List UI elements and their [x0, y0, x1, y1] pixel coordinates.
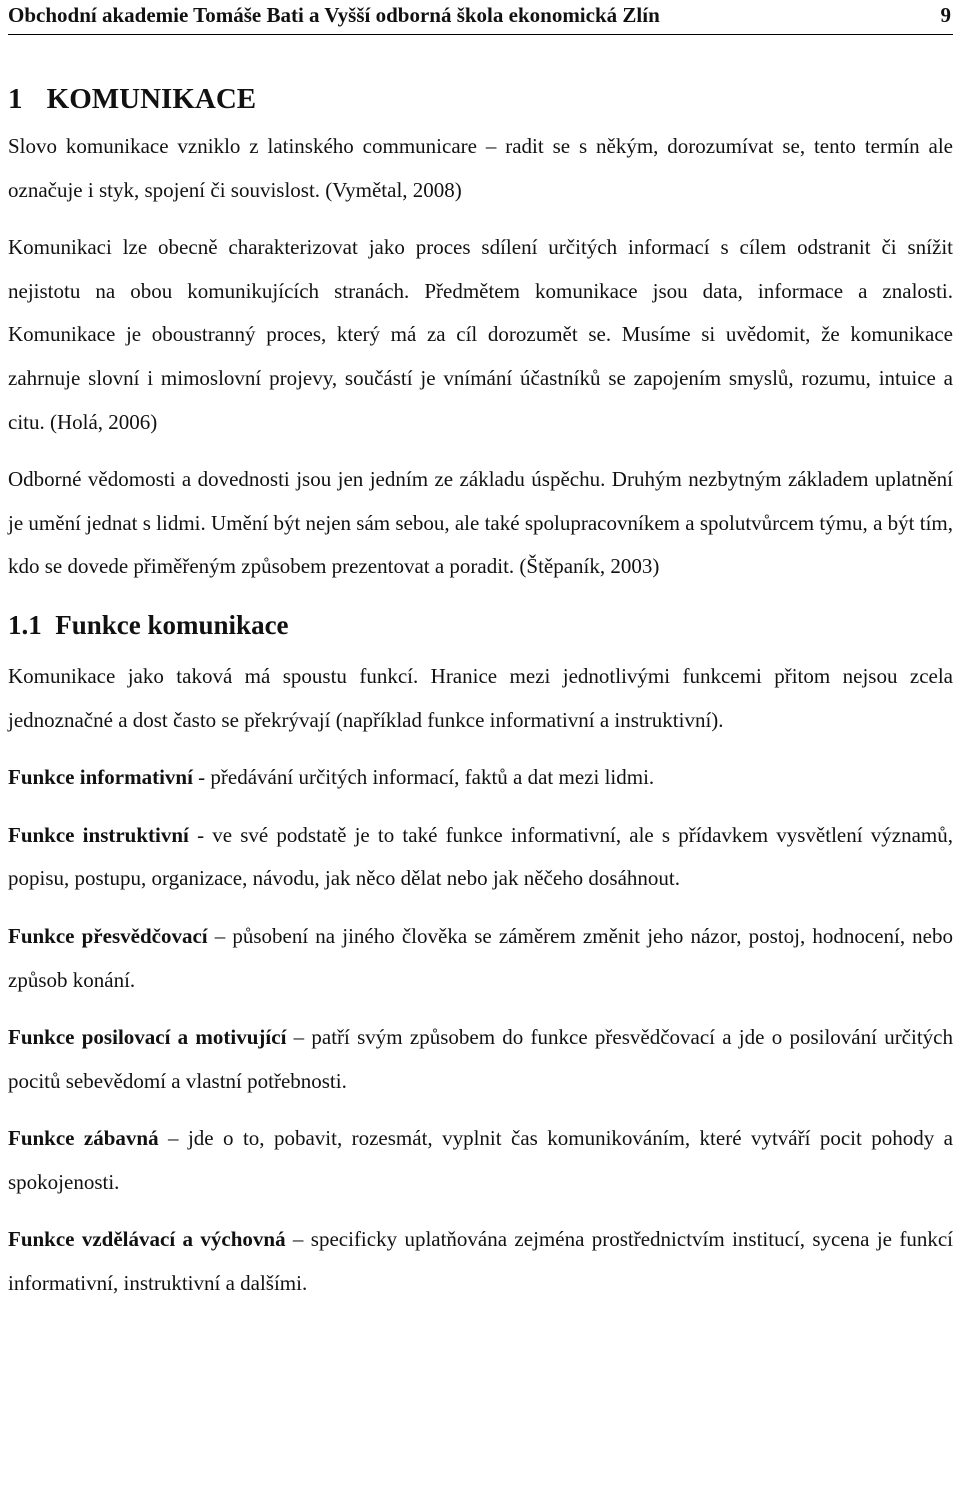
function-description: – jde o to, pobavit, rozesmát, vyplnit čas komunikováním, které vytváří pocit pohody a spokojenosti.	[8, 1126, 954, 1194]
section-number: 1.1	[8, 609, 42, 640]
function-paragraph	[8, 756, 953, 800]
function-description: – specificky uplatňována zejména prostřednictvím institucí, sycena je funkcí informativní, instruktivní a dalšími.	[8, 1227, 953, 1296]
function-paragraph	[8, 1218, 953, 1305]
intro-paragraph-2: Komunikaci lze obecně charakterizovat jako proces sdílení určitých informací s cílem odstranit či snížit nejistotu na obou komunikujících stranách. Předmětem komunikace jsou data, informace a znalosti. Komunikace je oboustranný proces, který má za cíl dorozumět se. Musíme si uvědomit, že komunikace zahrnuje slovní i mimoslovní projevy, součástí je vnímání účastníků se zapojením smyslů, rozumu, intuice a citu. (Holá, 2006)	[8, 235, 953, 434]
document-page	[8, 0, 953, 1306]
function-paragraph	[8, 915, 953, 1002]
header-page-number: 9	[940, 3, 951, 27]
function-term: Funkce posilovací a motivující	[8, 1025, 287, 1050]
page-header	[8, 0, 953, 35]
function-term: Funkce instruktivní	[8, 822, 189, 847]
function-description: - předávání určitých informací, faktů a dat mezi lidmi.	[192, 765, 655, 790]
chapter-title: KOMUNIKACE	[46, 83, 257, 115]
section-intro-paragraph: Komunikace jako taková má spoustu funkcí. Hranice mezi jednotlivými funkcemi přitom nejsou zcela jednoznačné a dost často se překrývají (například funkce informativní a instruktivní).	[8, 663, 953, 732]
chapter-number: 1	[8, 83, 23, 115]
function-term: Funkce informativní	[8, 765, 193, 790]
header-school-name: Obchodní akademie Tomáše Bati a Vyšší odborná škola ekonomická Zlín	[8, 3, 660, 27]
function-paragraph	[8, 1117, 953, 1204]
function-term: Funkce zábavná	[8, 1126, 159, 1151]
section-heading	[8, 607, 953, 643]
function-paragraph	[8, 1016, 953, 1103]
function-paragraph	[8, 814, 953, 901]
intro-paragraph-1: Slovo komunikace vzniklo z latinského communicare – radit se s někým, dorozumívat se, tento termín ale označuje i styk, spojení či souvislost. (Vymětal, 2008)	[8, 134, 953, 202]
function-description: – patří svým způsobem do funkce přesvědčovací a jde o posilování určitých pocitů sebevědomí a vlastní potřebnosti.	[8, 1025, 953, 1093]
function-description: – působení na jiného člověka se záměrem změnit jeho názor, postoj, hodnocení, nebo způsob konání.	[8, 923, 954, 992]
function-term: Funkce přesvědčovací	[8, 923, 208, 948]
function-term: Funkce vzdělávací a výchovná	[8, 1227, 286, 1252]
function-description: - ve své podstatě je to také funkce informativní, ale s přídavkem vysvětlení významů, popisu, postupu, organizace, návodu, jak něco dělat nebo jak něčeho dosáhnout.	[8, 822, 953, 891]
section-title: Funkce komunikace	[55, 609, 289, 640]
chapter-heading	[8, 81, 953, 117]
intro-paragraph-3: Odborné vědomosti a dovednosti jsou jen jedním ze základu úspěchu. Druhým nezbytným základem uplatnění je umění jednat s lidmi. Umění být nejen sám sebou, ale také spolupracovníkem a spolutvůrcem týmu, a být tím, kdo se dovede přiměřeným způsobem prezentovat a poradit. (Štěpaník, 2003)	[8, 467, 953, 579]
